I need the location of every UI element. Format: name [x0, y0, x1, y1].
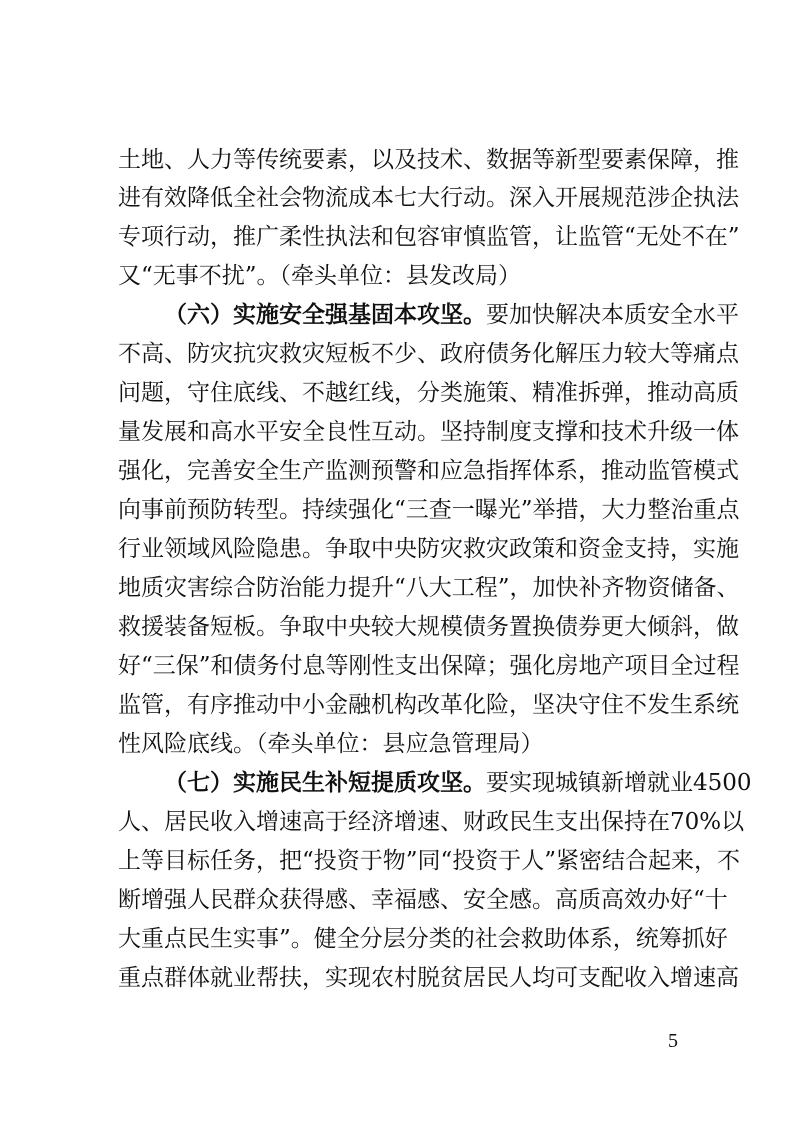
body-text-line: 上等目标任务，把“投资于物”同“投资于人”紧密结合起来，不 [118, 848, 741, 874]
body-text-line: 不高、防灾抗灾救灾短板不少、政府债务化解压力较大等痛点 [118, 341, 739, 367]
body-text-line: 大重点民生实事”。健全分层分类的社会救助体系，统筹抓好 [118, 926, 728, 952]
body-text-line: 性风险底线。（牵头单位：县应急管理局） [118, 731, 544, 757]
body-text-line: 向事前预防转型。持续强化“三查一曝光”举措，大力整治重点 [118, 497, 740, 523]
body-text-line: 救援装备短板。争取中央较大规模债务置换债券更大倾斜，做 [118, 614, 739, 640]
body-text-line: 重点群体就业帮扶，实现农村脱贫居民人均可支配收入增速高 [118, 965, 739, 991]
body-text-line: 量发展和高水平安全良性互动。坚持制度支撑和技术升级一体 [118, 419, 739, 445]
body-text-line: 强化，完善安全生产监测预警和应急指挥体系，推动监管模式 [118, 458, 739, 484]
section-heading-line-seven [164, 768, 752, 798]
body-text-line: 行业领域风险隐患。争取中央防灾救灾政策和资金支持，实施 [118, 536, 739, 562]
body-text-line: 监管，有序推动中小金融机构改革化险，坚决守住不发生系统 [118, 692, 739, 718]
body-text-line: 又“无事不扰”。（牵头单位：县发改局） [118, 263, 522, 289]
body-text-fragment: 要实现城镇新增就业4500 [486, 770, 752, 796]
body-text-line: 人、居民收入增速高于经济增速、财政民生支出保持在70%以 [118, 809, 745, 835]
body-text-line: 进有效降低全社会物流成本七大行动。深入开展规范涉企执法 [118, 185, 739, 211]
section-heading-line-six [164, 300, 739, 330]
body-text-line: 问题，守住底线、不越红线，分类施策、精准拆弹，推动高质 [118, 380, 739, 406]
body-text-line: 断增强人民群众获得感、幸福感、安全感。高质高效办好“十 [118, 887, 728, 913]
section-heading-seven: （七）实施民生补短提质攻坚。 [164, 769, 486, 796]
body-text-fragment: 要加快解决本质安全水平 [486, 302, 739, 328]
body-text-line: 土地、人力等传统要素，以及技术、数据等新型要素保障，推 [118, 147, 739, 173]
page-number: 5 [668, 1030, 678, 1052]
body-text-line: 专项行动，推广柔性执法和包容审慎监管，让监管“无处不在” [118, 224, 740, 250]
body-text-line: 地质灾害综合防治能力提升“八大工程”，加快补齐物资储备、 [118, 575, 740, 601]
body-text-line: 好“三保”和债务付息等刚性支出保障；强化房地产项目全过程 [118, 653, 740, 679]
section-heading-six: （六）实施安全强基固本攻坚。 [164, 301, 486, 328]
